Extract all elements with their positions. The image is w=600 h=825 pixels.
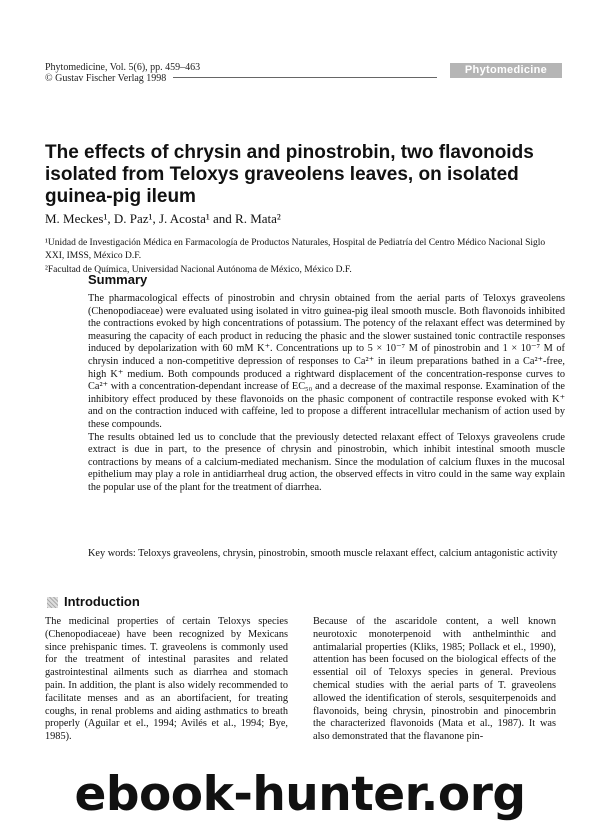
section-marker-icon [47, 597, 58, 608]
keywords: Key words: Teloxys graveolens, chrysin, pinostrobin, smooth muscle relaxant effect, calcium antagonistic activity [88, 548, 558, 559]
journal-citation: Phytomedicine, Vol. 5(6), pp. 459–463 [45, 62, 201, 73]
intro-left-column: The medicinal properties of certain Teloxys species (Chenopodiaceae) have been recognized by Mexicans since prehispanic times. T. graveolens is commonly used for the treatment of intestinal parasites and related gastrointestinal ailments such as diarrhea and stomach pain. In addition, the plant is also widely recommended to facilitate menses and as an abortifacient, for treating coughs, in renal problems and aiding asthmatics to breath properly (Aguilar et el., 1994; Avilés et al., 1994; Bye, 1985). [45, 616, 288, 743]
article-title: The effects of chrysin and pinostrobin, two flavonoids isolated from Teloxys graveolens leaves, on isolated guinea-pig ileum [45, 142, 534, 207]
header-rule [173, 77, 437, 78]
summary-heading: Summary [88, 272, 148, 287]
journal-badge: Phytomedicine [450, 63, 562, 78]
summary-text [88, 293, 565, 495]
authors: M. Meckes¹, D. Paz¹, J. Acosta¹ and R. Mata² [45, 211, 281, 226]
intro-right-column: Because of the ascaridole content, a well known neurotoxic monoterpenoid with anthelminthic and antimalarial properties (Kliks, 1985; Pollack et el., 1990), attention has been focused on the biological effects of the essential oil of Teloxys species in general. Previous chemical studies with the aerial parts of T. graveolens allowed the identification of sterols, sesquiterpenoids and flavonoids, being chrysin, pinostrobin and pinocembrin the characterized flavonoids (Mata et al., 1987). It was also demonstrated that the flavanone pin- [313, 616, 556, 743]
affiliation-2: ²Facultad de Química, Universidad Nacional Autónoma de México, México D.F. [45, 265, 352, 275]
summary-paragraph-1: The pharmacological effects of pinostrobin and chrysin obtained from the aerial parts of Teloxys graveolens (Chenopodiaceae) were evaluated using isolated in vitro guinea-pig ileal smooth muscle. Both flavonoids inhibited the contractions evoked by high concentrations of potassium. The potency of the relaxant effect was determined by measuring the capacity of each product in reducing the phasic and the slower sustained tonic contractile responses induced by depolarization with 60 mM K⁺. Concentrations up to 5 × 10⁻⁷ M of pinostrobin and 1 × 10⁻⁷ M of chrysin induced a non-competitive depression of responses to Ca²⁺ in ileum preparations bathed in a Ca²⁺-free, high K⁺ medium. Both compounds produced a rightward displacement of the concentration-response curves to Ca²⁺ with a concentration-dependant increase of EC₅₀ and a decrease of the maximal response. Examination of the inhibitory effect produced by these flavonoids on the phasic component of contractile response evoked with K⁺ and on the contraction induced with caffeine, led to propose a different intracellular mechanism of action used by these compounds. [88, 293, 565, 430]
affiliation-1: ¹Unidad de Investigación Médica en Farmacología de Productos Naturales, Hospital de Pediatría del Centro Médico Nacional Siglo XXI, IMSS, México D.F. [45, 238, 546, 261]
watermark: ebook-hunter.org [0, 766, 600, 824]
summary-paragraph-2: The results obtained led us to conclude that the previously detected relaxant effect of Teloxys graveolens crude extract is due in part, to the presence of chrysin and pinostrobin, which inhibit intestinal smooth muscle contractions by means of a calcium-mediated mechanism. Since the modulation of calcium fluxes in the mucosal epithelium may play a role in antidiarrheal drug action, the observed effects in vitro could in the same way explain the popular use of the plant for the treatment of diarrhea. [88, 431, 565, 493]
publisher-line: © Gustav Fischer Verlag 1998 [45, 73, 167, 84]
introduction-heading: Introduction [64, 594, 140, 609]
